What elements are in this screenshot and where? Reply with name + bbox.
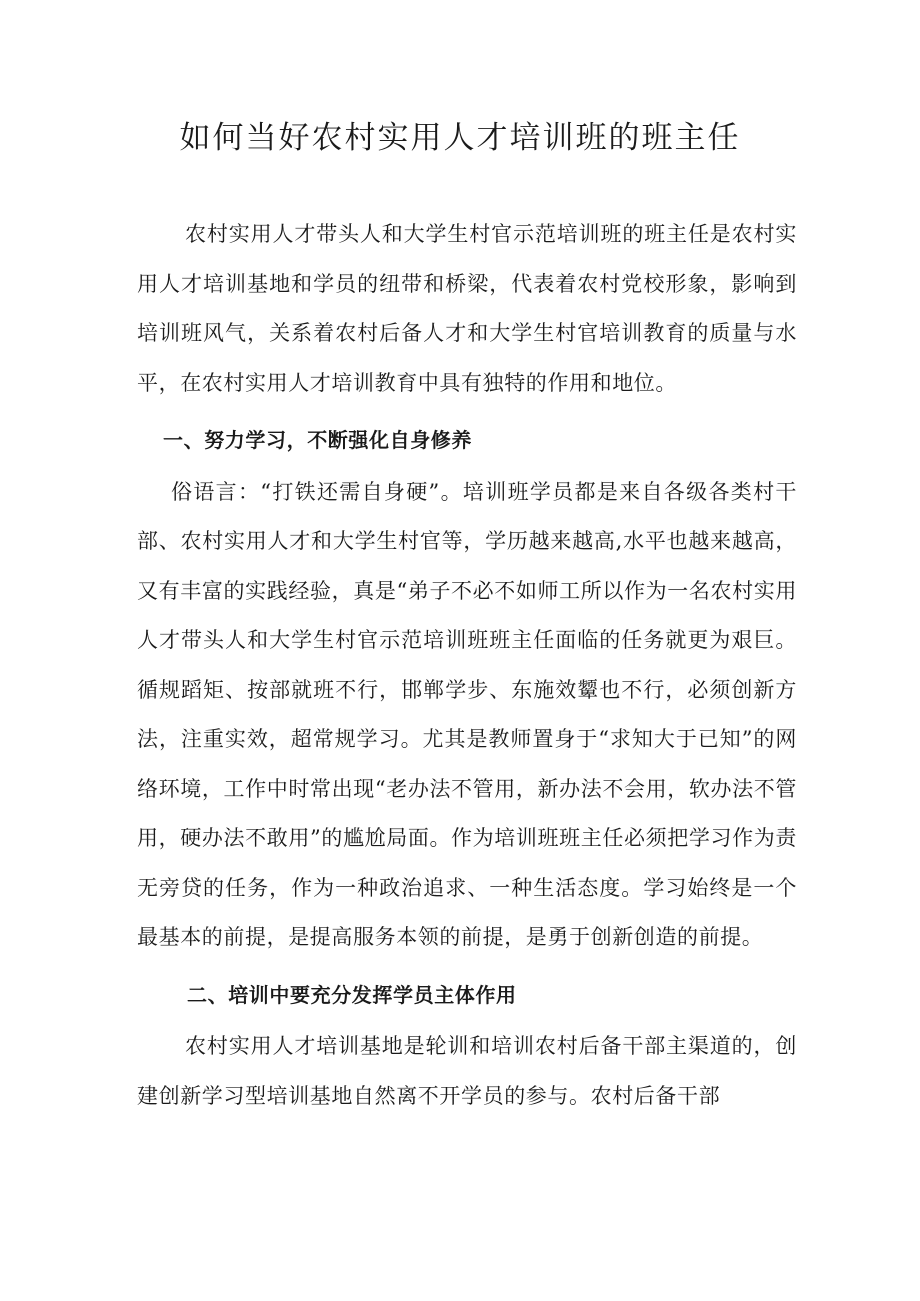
- document-title: 如何当好农村实用人才培训班的班主任: [179, 120, 741, 156]
- document-body: [137, 210, 797, 1121]
- section-1-paragraph: 俗语言：“打铁还需自身硬”。培训班学员都是来自各级各类村干部、农村实用人才和大学生村官等，学历越来越高,水平也越来越高，又有丰富的实践经验，真是“弟子不必不如师工所以作为一名农村实用人才带头人和大学生村官示范培训班班主任面临的任务就更为艰巨。循规蹈矩、按部就班不行，邯郸学步、东施效颦也不行，必须创新方法，注重实效，超常规学习。尤其是教师置身于“求知大于已知”的网络环境，工作中时常出现“老办法不管用，新办法不会用，软办法不管用，硬办法不敢用”的尴尬局面。作为培训班班主任必须把学习作为责无旁贷的任务，作为一种政治追求、一种生活态度。学习始终是一个最基本的前提，是提高服务本领的前提，是勇于创新创造的前提。: [137, 479, 797, 949]
- section-2-paragraph: 农村实用人才培训基地是轮训和培训农村后备干部主渠道的，创建创新学习型培训基地自然离不开学员的参与。农村后备干部: [137, 1034, 797, 1108]
- section-1-heading: 一、努力学习，不断强化自身修养: [163, 428, 472, 452]
- section-2-heading: 二、培训中要充分发挥学员主体作用: [187, 982, 517, 1007]
- intro-paragraph: 农村实用人才带头人和大学生村官示范培训班的班主任是农村实用人才培训基地和学员的纽带和桥梁，代表着农村党校形象，影响到培训班风气，关系着农村后备人才和大学生村官培训教育的质量与水平，在农村实用人才培训教育中具有独特的作用和地位。: [137, 222, 797, 395]
